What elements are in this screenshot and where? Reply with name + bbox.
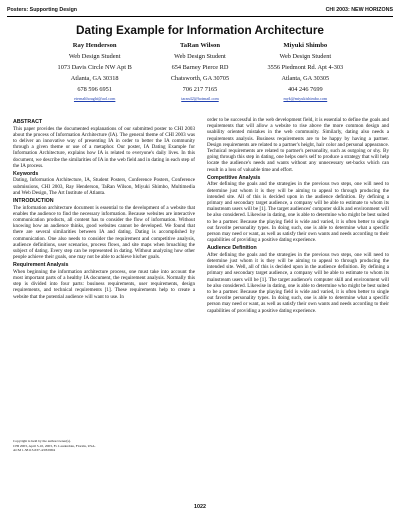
keywords-heading: Keywords <box>13 170 39 177</box>
abstract-heading: ABSTRACT <box>13 119 43 125</box>
competitive-heading: Competitive Analysis <box>207 174 261 181</box>
audience-text: After defining the goals and the strategies in the previous two steps, one will need to determine just whom it is they will be aiming to appeal to through producing the intended site. Well, all of this is decided upon in the audience definition. By defining a primary and secondary target audience, a company will be able to estimate to whom its mainstream users will be [1]. The target audience's computer skill and environment will be also considered. Likewise in dating, one is able to determine who might be best suited to be a partner. Because the playing field is wide and varied, it is often better to single out favorite personality types. In doing such, one is able to determine what a specific person may need or want, as well as satisfy their own wants and needs according to their capabilities of providing a positive dating experience. <box>207 251 389 314</box>
left-column <box>13 117 195 300</box>
page-number: 1022 <box>194 504 206 510</box>
author-role: Web Design Student <box>174 53 226 60</box>
author-block <box>42 40 358 103</box>
copyright-notice <box>13 439 195 453</box>
author-city: Chatsworth, GA 30705 <box>170 75 230 82</box>
abstract-text: This paper provides the documented explanations of our submitted poster to CHI 2003 about the process of Information Architecture (IA). The general theme of CHI 2003 was to deliver an innovative way of presenting IA in order to better the IA community through a given theme or use of a metaphor. Our poster, IA Dating Example for Information Architecture, explains how IA is related to everyone's daily lives. In this document, we describe the similarities of IA in the web field and in dating in each step of the IA process. <box>13 125 195 169</box>
competitive-text: After defining the goals and the strategies in the previous two steps, one will need to determine just whom it is they will be aiming to appeal to through producing the intended site. All of this is decided upon in the audience definition. By defining a primary and secondary target audience, a company will be able to estimate to whom its mainstream users will be [1]. The target audiences' computer skills and environment will be also considered. Likewise in dating, one is able to determine who might be best suited to be a partner. Because the playing field is wide and varied, it is often better to single out favorite personality types. In doing such, one is able to determine what a specific person may need or want, as well as satisfy their own wants and needs according to their capabilities of providing a positive dating experience. <box>207 181 389 244</box>
author-address: 1073 Davis Circle NW Apt B <box>57 64 132 71</box>
introduction-text: The information architecture document is essential to the development of a website that enables the audience to find the necessary information. Because websites are interactive communication products, all content has to consider the flow of information. Without knowing how an audience thinks, good websites cannot be developed. We found that there are several similarities between IA and dating. Dating is accomplished by communication. One also needs to consider the requirement and competitive analysis, audience definitions, user scenarios, process flows, and site maps when broaching the subject of dating. Every step can be represented in dating. Without analyzing how other people achieve their goals, one may not be able to achieve his/her goals. <box>13 204 195 261</box>
author-email-link[interactable]: eternalthought@aol.com <box>73 96 116 101</box>
header-right: CHI 2003: NEW HORIZONS <box>325 7 393 13</box>
author-phone: 404 246 7699 <box>288 86 323 93</box>
author-city: Atlanta, GA 30305 <box>281 75 330 82</box>
header-rule <box>7 16 393 17</box>
author-address: 3556 Piedmont Rd. Apt 4-303 <box>267 64 344 71</box>
author-3 <box>253 40 358 103</box>
requirement-continued-text: order to be successful in the web development field, it is essential to define the goals and requirements that will allow a website to rise above the more common design and usability oriented mistakes in the web community. Similarly, dating also needs a requirements analysis. Business requirements are to be happy by having a partner. Design requirements are related to a partner's height, hair color and personal appearance. Technical requirements are related to partner's personality, such as outgoing or shy. By going through this step in dating, one helps one's self to produce a strategy that will help locate the audience's needs and wants without any unnecessary set-backs which can result in a loss of valuable time and effort. <box>207 117 389 173</box>
author-email-link[interactable]: taran42@hotmail.com <box>181 96 219 101</box>
running-header <box>7 7 393 21</box>
author-role: Web Design Student <box>68 53 121 60</box>
copyright-line: Copyright is held by the author/owner(s). <box>13 439 71 443</box>
requirement-heading: Requirement Analysis <box>13 262 69 269</box>
copyright-line: CHI 2003, April 5-10, 2003, Ft. Lauderdale, Florida, USA. <box>13 443 96 448</box>
author-phone: 706 217 7165 <box>182 86 218 93</box>
author-2 <box>147 40 252 103</box>
paper-title: Dating Example for Information Architecture <box>76 23 324 37</box>
author-email-link[interactable]: myk@miyukishimbo.com <box>283 96 328 101</box>
author-1 <box>42 40 147 103</box>
copyright-line: ACM 1-58113-637-4/03/0004 <box>13 448 56 453</box>
author-phone: 678 596 6951 <box>77 86 112 93</box>
author-name: Ray Henderson <box>72 42 117 49</box>
keywords-text: Dating, Information Architecture, IA, Student Posters, Conference Posters, Conference submissions, CHI 2003, Ray Henderson, TaRan Wilson, Miyuki Shimbo, Multimedia and Web Design, The Art Institute of Atlanta. <box>13 177 195 196</box>
author-address: 654 Barney Pierce RD <box>171 64 229 71</box>
header-left: Posters: Supporting Design <box>7 7 78 13</box>
author-name: TaRan Wilson <box>179 42 220 49</box>
right-column <box>207 117 389 314</box>
author-name: Miyuki Shimbo <box>283 42 328 49</box>
author-role: Web Design Student <box>279 53 332 60</box>
audience-heading: Audience Definition <box>207 245 257 252</box>
requirement-text: When beginning the information architecture process, one must take into account the most important parts of a healthy IA document, the requirement analysis. Normally this step is divided into four parts: business requirements, user requirements, design requirements, and technical requirements [1]. These requirements help to create a website that the potential audience will want to use. In <box>13 268 195 300</box>
introduction-heading: INTRODUCTION <box>13 198 54 205</box>
author-city: Atlanta, GA 30318 <box>70 75 119 82</box>
